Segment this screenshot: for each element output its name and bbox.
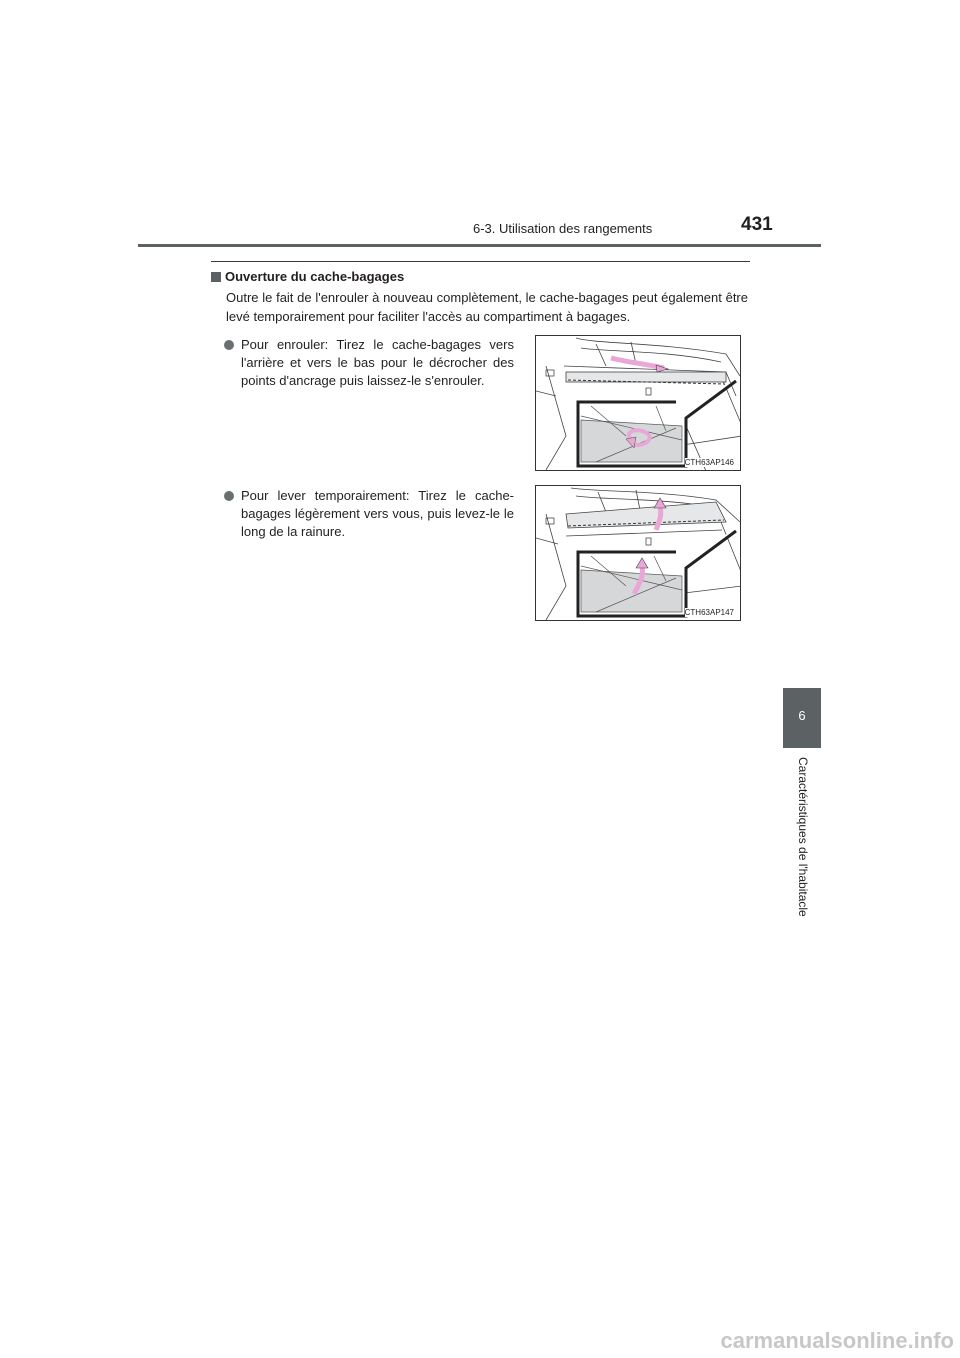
watermark: carmanualsonline.info [720,1328,954,1353]
figure-code: CTH63AP147 [684,608,734,617]
page-number: 431 [741,214,773,235]
figure-code: CTH63AP146 [684,458,734,467]
bullet-dot-icon [224,491,234,501]
bullet-dot-icon [224,340,234,350]
chapter-tab [783,688,821,748]
section-rule [211,261,750,262]
cargo-cover-illustration-2 [536,486,741,621]
header-rule [138,244,821,247]
chapter-side-label: Caractéristiques de l'habitacle [796,757,810,917]
chapter-tab-number: 6 [798,708,806,723]
header-section-title: 6-3. Utilisation des rangements [473,221,653,236]
section-heading [211,269,404,284]
cargo-cover-illustration-1 [536,336,741,471]
section-heading-text: Ouverture du cache-bagages [225,269,405,284]
section-intro: Outre le fait de l'enrouler à nouveau complètement, le cache-bagages peut également être levé temporairement pour faciliter l'accès au compartiment à bagages. [226,290,748,324]
bullet-text: Pour enrouler: Tirez le cache-bagages vers l'arrière et vers le bas pour le décrocher des points d'ancrage puis laissez-le s'enrouler. [241,337,514,388]
figure-roll-cover [535,335,741,471]
bullet-item-lift [224,487,514,541]
heading-square-icon [211,272,221,282]
bullet-item-roll [224,336,514,390]
figure-lift-cover [535,485,741,621]
bullet-text: Pour lever temporairement: Tirez le cache-bagages légèrement vers vous, puis levez-le le long de la rainure. [241,488,514,539]
